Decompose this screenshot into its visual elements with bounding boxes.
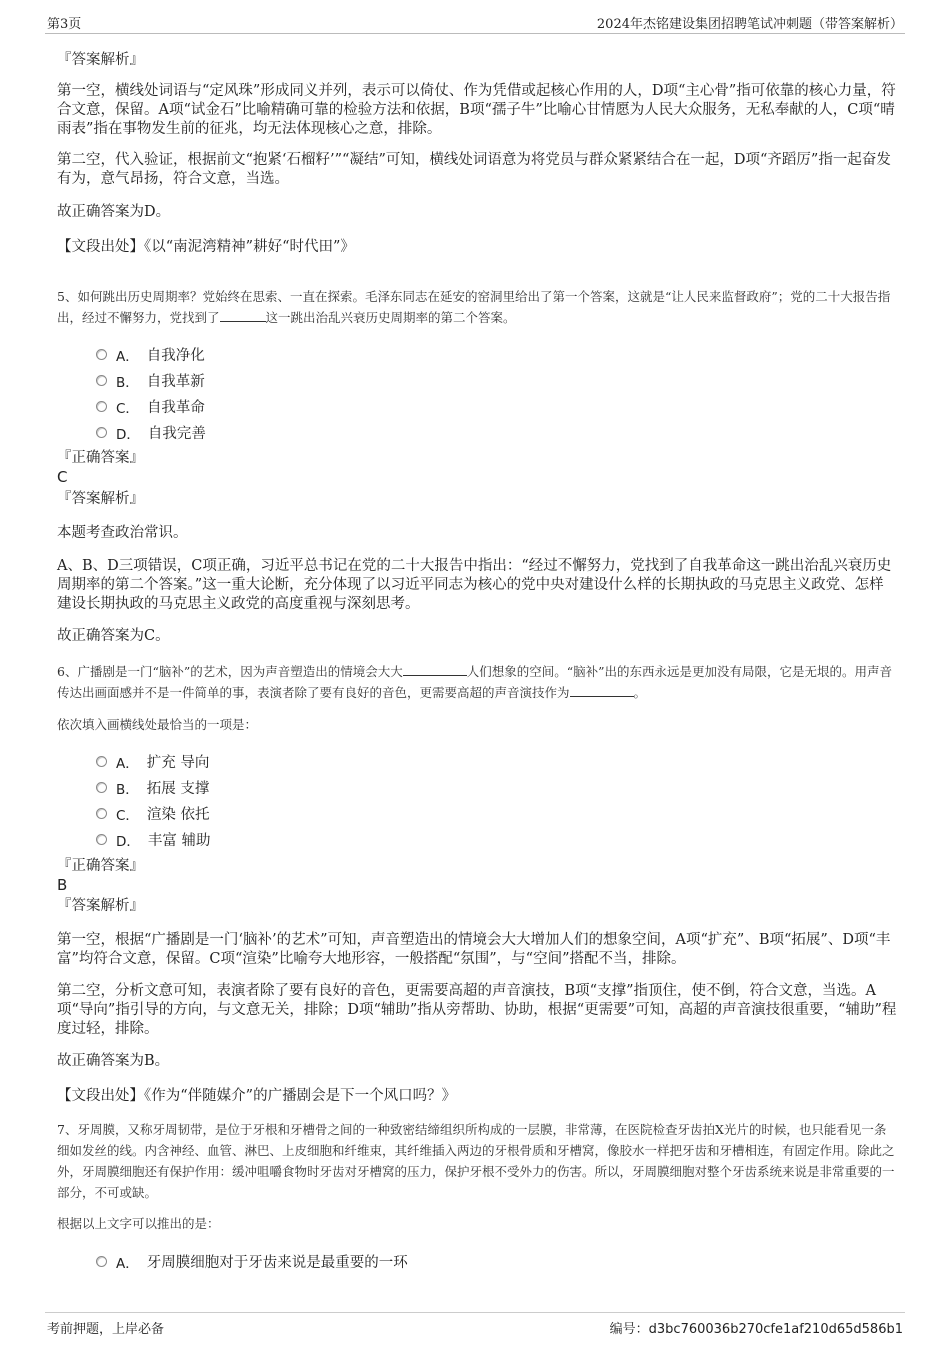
q5-option-a-letter: A． [116, 348, 139, 365]
q4-analysis-label: 『答案解析』 [57, 52, 144, 68]
q5-option-b[interactable] [96, 370, 205, 391]
document-id: 编号：d3bc760036b270cfe1af210d65d586b1 [609, 1322, 903, 1337]
q6-analysis-label: 『答案解析』 [57, 898, 144, 914]
radio-icon[interactable] [96, 375, 107, 386]
q6-option-a[interactable] [96, 751, 209, 772]
q6-option-a-text: 扩充 导向 [146, 755, 210, 771]
q5-analysis-p2: A、B、D三项错误，C项正确，习近平总书记在党的二十大报告中指出：“经过不懈努力，党找到了自我革命这一跳出治乱兴衰历史周期率的第二个答案。”这一重大论断，充分体现了以习近平同志为核心的党中央对建设什么样的长期执政的马克思主义政党、怎样建设长期执政的马克思主义政党的高度重视与深刻思考。 [57, 558, 892, 612]
q5-stem [57, 286, 897, 328]
q5-blank [220, 307, 266, 322]
q6-blank-2 [570, 682, 634, 697]
page-footer [45, 1312, 905, 1346]
q6-conclusion: 故正确答案为B。 [57, 1053, 170, 1069]
q7-option-a-text: 牙周膜细胞对于牙齿来说是最重要的一环 [146, 1255, 408, 1271]
q6-analysis-p2: 第二空，分析文意可知，表演者除了要有良好的音色，更需要高超的声音演技，B项“支撑”指顶住，使不倒，符合文意，当选。A项“导向”指引导的方向，与文意无关，排除；D项“辅助”指从旁帮助、协助，根据“更需要”可知，高超的声音演技很重要，“辅助”程度过轻，排除。 [57, 983, 897, 1037]
q4-conclusion: 故正确答案为D。 [57, 204, 171, 220]
radio-icon[interactable] [96, 401, 107, 412]
q6-option-c[interactable] [96, 803, 210, 824]
q5-option-c[interactable] [96, 396, 205, 417]
q6-stem-part-1: 6、广播剧是一门“脑补”的艺术，因为声音塑造出的情境会大大 [57, 664, 403, 679]
q5-stem-part-1: 5、如何跳出历史周期率？党始终在思索、一直在探索。毛泽东同志在延安的窑洞里给出了第一个答案，这就是“让人民来监督政府”；党的二十大报告指出，经过不懈努力，党找到了 [57, 289, 891, 325]
q7-prompt: 根据以上文字可以推出的是： [57, 1216, 220, 1231]
radio-icon[interactable] [96, 427, 107, 438]
q6-option-c-letter: C． [116, 807, 139, 824]
radio-icon[interactable] [96, 1256, 107, 1267]
q6-source: 【文段出处】《作为“伴随媒介”的广播剧会是下一个风口吗？》 [57, 1088, 457, 1104]
q5-option-d-text: 自我完善 [147, 426, 206, 442]
page-header [45, 0, 905, 34]
q5-stem-part-2: 这一跳出治乱兴衰历史周期率的第二个答案。 [265, 310, 516, 325]
q5-option-c-text: 自我革命 [146, 400, 205, 416]
q6-option-a-letter: A． [116, 755, 139, 772]
radio-icon[interactable] [96, 808, 107, 819]
q7-option-a-letter: A． [116, 1255, 139, 1272]
radio-icon[interactable] [96, 756, 107, 767]
q5-option-b-letter: B． [116, 374, 139, 391]
q5-analysis-p1: 本题考查政治常识。 [57, 525, 188, 541]
q7-stem: 7、牙周膜，又称牙周韧带，是位于牙根和牙槽骨之间的一种致密结缔组织所构成的一层膜，非常薄，在医院检查牙齿拍X光片的时候，也只能看见一条细如发丝的线。内含神经、血管、淋巴、上皮细胞和纤维束，其纤维插入两边的牙根骨质和牙槽窝，像胶水一样把牙齿和牙槽相连，有固定作用。除此之外，牙周膜细胞还有保护作用：缓冲咀嚼食物时牙齿对牙槽窝的压力，保护牙根不受外力的伤害。所以，牙周膜细胞对整个牙齿系统来说是非常重要的一部分，不可或缺。 [57, 1122, 895, 1200]
q5-analysis-label: 『答案解析』 [57, 491, 144, 507]
q6-option-c-text: 渲染 依托 [146, 807, 210, 823]
q5-option-b-text: 自我革新 [146, 374, 205, 390]
radio-icon[interactable] [96, 349, 107, 360]
q6-blank-1 [403, 661, 467, 676]
q6-option-d-letter: D． [116, 833, 140, 850]
q4-source: 【文段出处】《以“南泥湾精神”耕好“时代田”》 [57, 239, 355, 255]
radio-icon[interactable] [96, 782, 107, 793]
q5-option-c-letter: C． [116, 400, 139, 417]
q6-analysis-p1: 第一空，根据“广播剧是一门‘脑补’的艺术”可知，声音塑造出的情境会大大增加人们的想象空间，A项“扩充”、B项“拓展”、D项“丰富”均符合文意，保留。C项“渲染”比喻夸大地形容，一般搭配“氛围”，与“空间”搭配不当，排除。 [57, 932, 891, 967]
q6-correct-label: 『正确答案』 [57, 858, 144, 874]
q6-answer: B [57, 876, 68, 894]
q5-option-a-text: 自我净化 [146, 348, 205, 364]
q7-option-a[interactable] [96, 1251, 408, 1272]
footer-slogan: 考前押题，上岸必备 [47, 1322, 165, 1337]
q6-option-b-text: 拓展 支撑 [146, 781, 210, 797]
q5-option-d[interactable] [96, 422, 206, 443]
q6-option-d-text: 丰富 辅助 [147, 833, 211, 849]
q6-option-b-letter: B． [116, 781, 139, 798]
radio-icon[interactable] [96, 834, 107, 845]
q6-stem-part-3: 。 [633, 685, 647, 700]
q5-option-d-letter: D． [116, 426, 140, 443]
q5-conclusion: 故正确答案为C。 [57, 628, 170, 644]
q6-stem-part-2: 人们想象的空间。“脑补”出的东西永远是更加没有局限，它是无垠的。用声音传达出画面感并不是一件简单的事，表演者除了要有良好的音色，更需要高超的声音演技作为 [57, 664, 893, 700]
q5-option-a[interactable] [96, 344, 205, 365]
q4-analysis-p1: 第一空，横线处词语与“定风珠”形成同义并列，表示可以倚仗、作为凭借或起核心作用的人，D项“主心骨”指可依靠的核心力量，符合文意，保留。A项“试金石”比喻精确可靠的检验方法和依据，B项“孺子牛”比喻心甘情愿为人民大众服务，无私奉献的人，C项“晴雨表”指在事物发生前的征兆，均无法体现核心之意，排除。 [57, 83, 896, 137]
q6-prompt: 依次填入画横线处最恰当的一项是： [57, 717, 258, 732]
q5-correct-label: 『正确答案』 [57, 450, 144, 466]
q4-analysis-p2: 第二空，代入验证，根据前文“抱紧‘石榴籽’”“凝结”可知，横线处词语意为将党员与群众紧紧结合在一起，D项“齐蹈厉”指一起奋发有为，意气昂扬，符合文意，当选。 [57, 152, 891, 187]
q6-option-b[interactable] [96, 777, 209, 798]
q5-answer: C [57, 468, 68, 486]
q6-stem [57, 661, 897, 703]
q6-option-d[interactable] [96, 829, 211, 850]
document-title: 2024年杰铭建设集团招聘笔试冲刺题（带答案解析） [596, 17, 903, 32]
page-number: 第3页 [47, 17, 82, 32]
